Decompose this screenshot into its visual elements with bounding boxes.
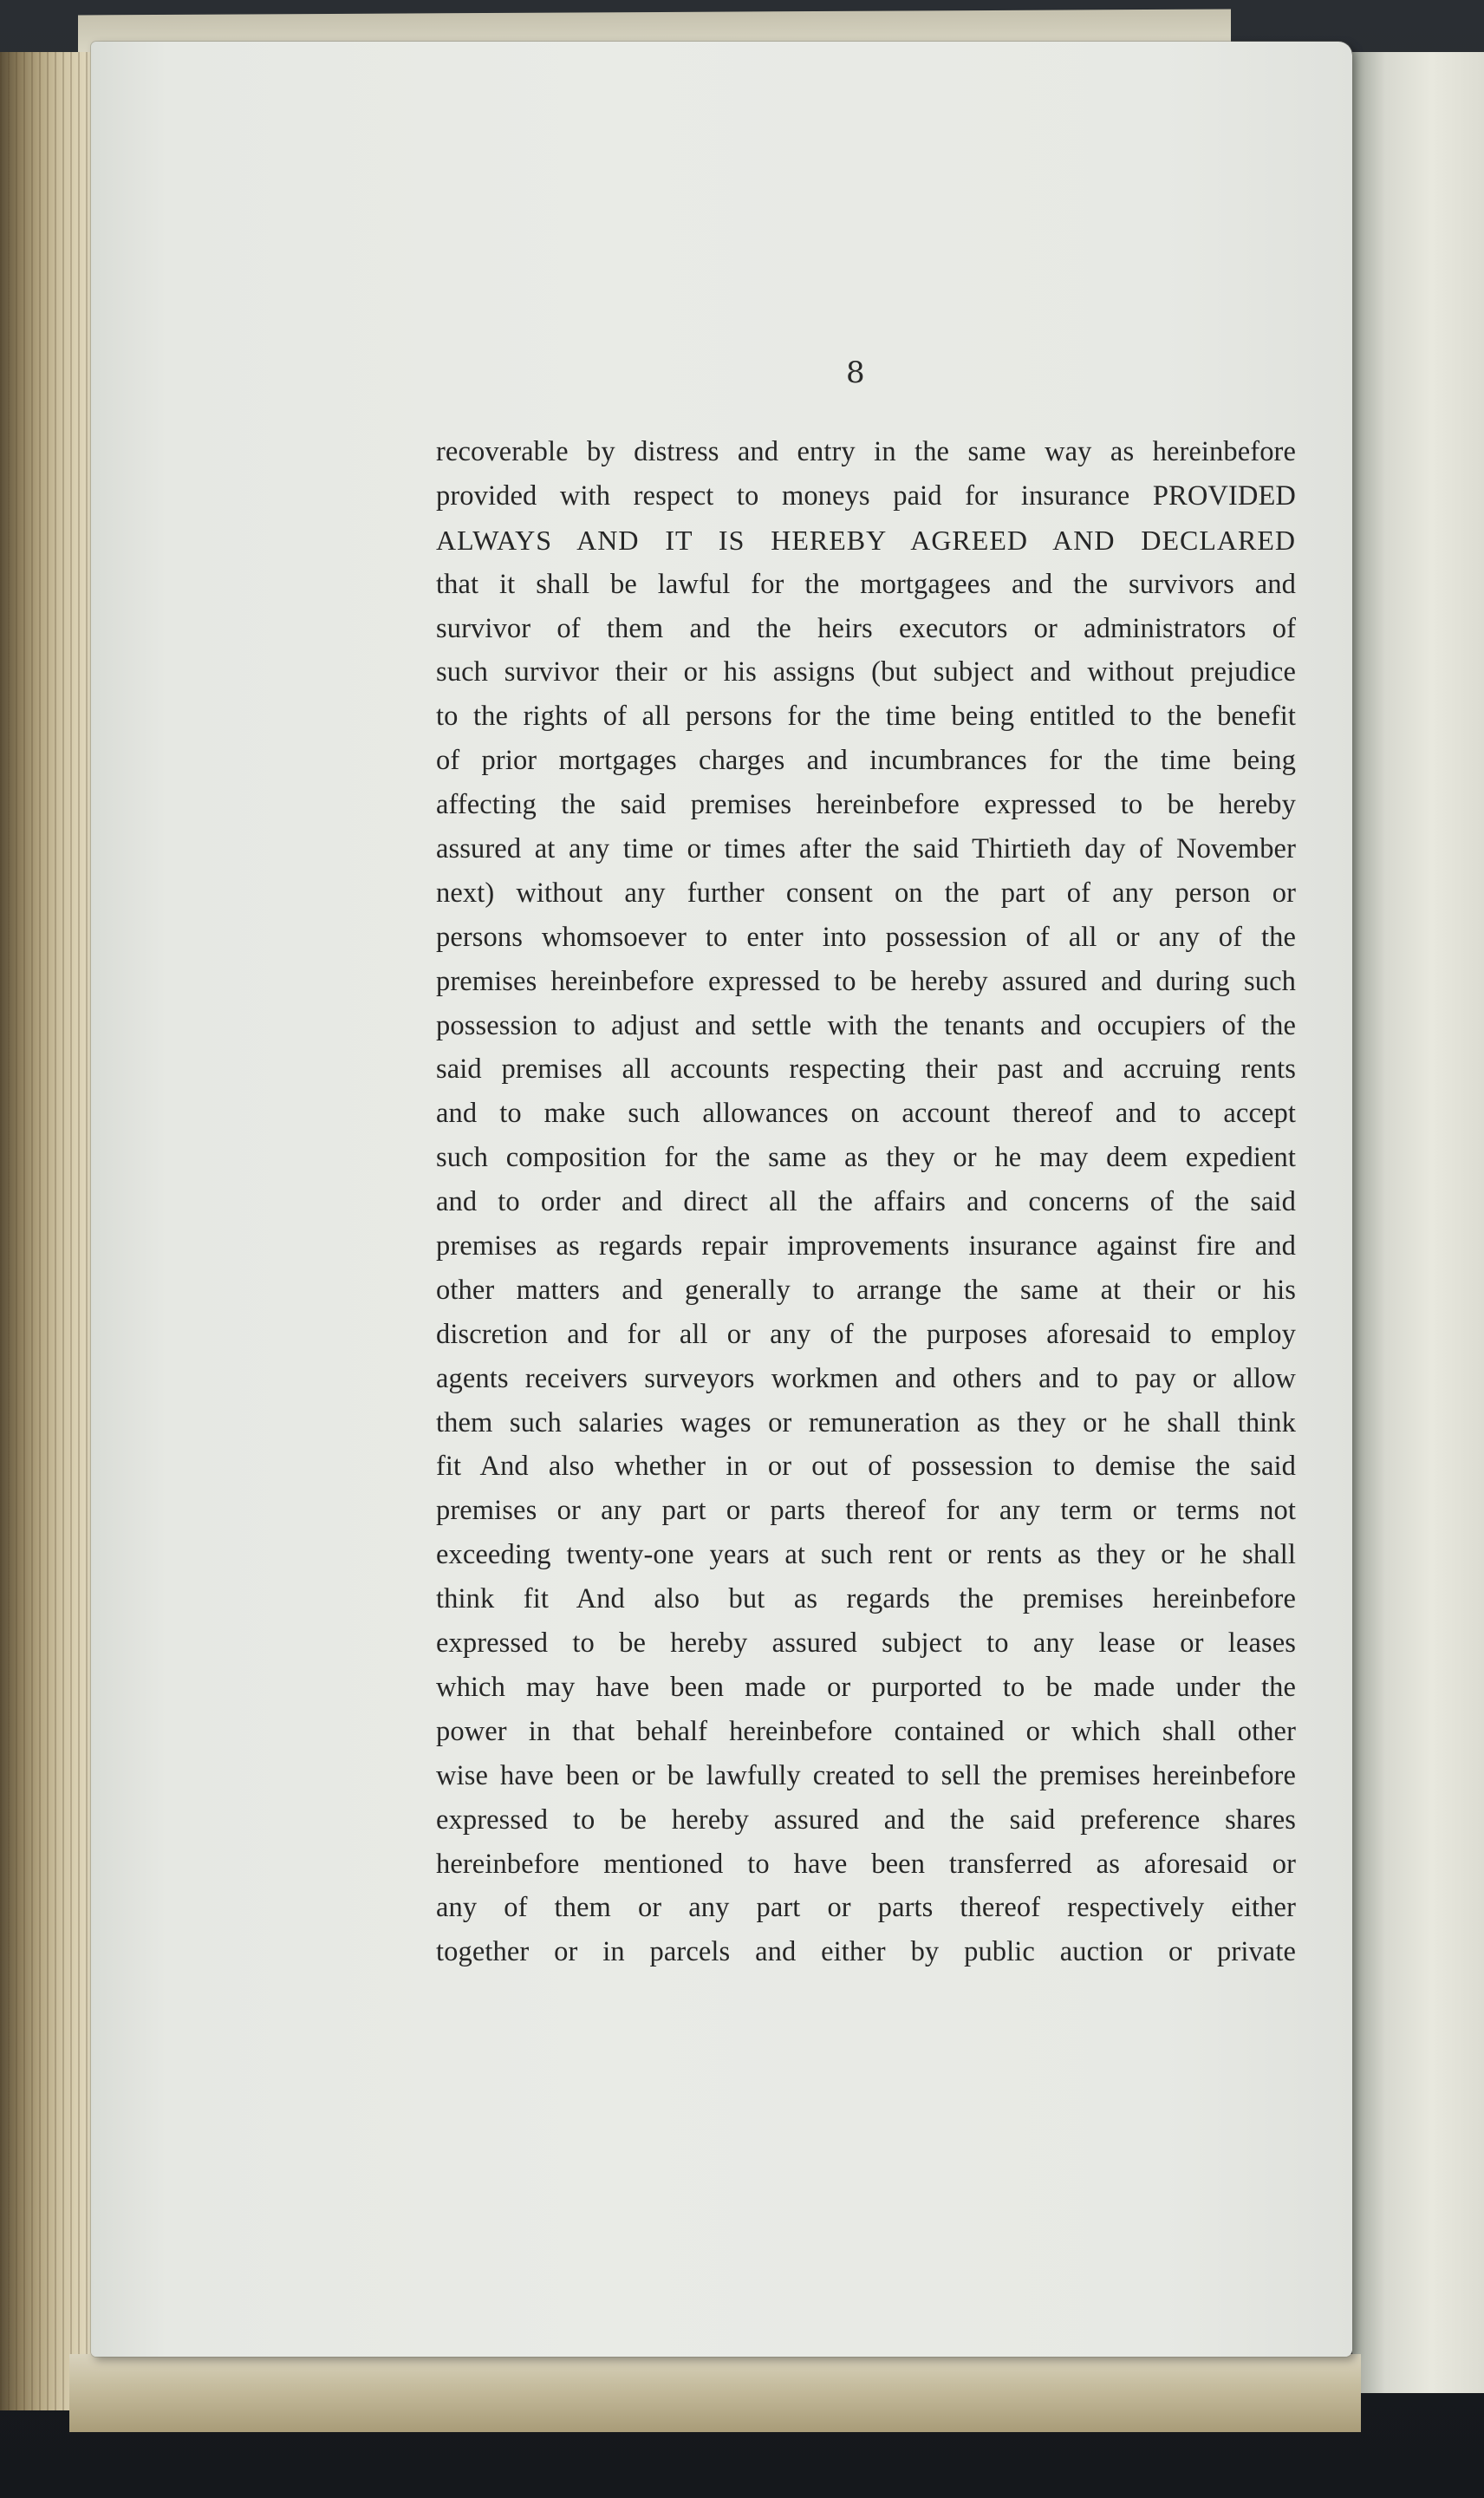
text-line: expressed to be hereby assured and the said preference shares bbox=[436, 1803, 1296, 1836]
text-line: hereinbefore mentioned to have been transferred as aforesaid or bbox=[436, 1848, 1296, 1880]
text-line: persons whomsoever to enter into possession of all or any of the bbox=[436, 921, 1296, 953]
text-line: wise have been or be lawfully created to sell the premises hereinbefore bbox=[436, 1759, 1296, 1791]
text-line: ALWAYS AND IT IS HEREBY AGREED AND DECLARED bbox=[436, 524, 1296, 556]
text-line: expressed to be hereby assured subject to any lease or leases bbox=[436, 1627, 1296, 1660]
text-line: exceeding twenty-one years at such rent or rents as they or he shall bbox=[436, 1539, 1296, 1571]
text-line: and to make such allowances on account thereof and to accept bbox=[436, 1098, 1296, 1130]
text-line: said premises all accounts respecting their past and accruing rents bbox=[436, 1053, 1296, 1086]
text-line: power in that behalf hereinbefore contained or which shall other bbox=[436, 1715, 1296, 1747]
text-line: to the rights of all persons for the time being entitled to the benefit bbox=[436, 701, 1296, 733]
text-line: survivor of them and the heirs executors or administrators of bbox=[436, 612, 1296, 644]
text-line: think fit And also but as regards the premises hereinbefore bbox=[436, 1583, 1296, 1615]
text-line: next) without any further consent on the part of any person or bbox=[436, 877, 1296, 909]
text-line: and to order and direct all the affairs and concerns of the said bbox=[436, 1186, 1296, 1218]
text-line: affecting the said premises hereinbefore expressed to be hereby bbox=[436, 789, 1296, 821]
text-line: such composition for the same as they or he may deem expedient bbox=[436, 1142, 1296, 1174]
text-line: discretion and for all or any of the purposes aforesaid to employ bbox=[436, 1318, 1296, 1350]
facing-page-edge bbox=[1352, 52, 1484, 2393]
page-number: 8 bbox=[846, 355, 865, 390]
body-text bbox=[436, 430, 1296, 1974]
text-line: premises or any part or parts thereof for any term or terms not bbox=[436, 1495, 1296, 1527]
text-line: premises as regards repair improvements insurance against fire and bbox=[436, 1230, 1296, 1262]
book-block-page-lines bbox=[0, 52, 104, 2410]
text-line: assured at any time or times after the said Thirtieth day of November bbox=[436, 833, 1296, 865]
text-line: of prior mortgages charges and incumbrances for the time being bbox=[436, 745, 1296, 777]
text-line: recoverable by distress and entry in the same way as hereinbefore bbox=[436, 436, 1296, 467]
text-line: together or in parcels and either by public auction or private bbox=[436, 1936, 1296, 1968]
text-line: them such salaries wages or remuneration as they or he shall think bbox=[436, 1406, 1296, 1438]
text-line: other matters and generally to arrange the same at their or his bbox=[436, 1274, 1296, 1306]
text-line: such survivor their or his assigns (but subject and without prejudice bbox=[436, 656, 1296, 688]
text-line: possession to adjust and settle with the tenants and occupiers of the bbox=[436, 1009, 1296, 1041]
text-line: any of them or any part or parts thereof respectively either bbox=[436, 1892, 1296, 1924]
book-block-bottom-edge bbox=[69, 2354, 1361, 2432]
text-line: premises hereinbefore expressed to be hereby assured and during such bbox=[436, 965, 1296, 997]
text-line: fit And also whether in or out of possession to demise the said bbox=[436, 1451, 1296, 1483]
text-line: that it shall be lawful for the mortgagees and the survivors and bbox=[436, 568, 1296, 600]
text-line: provided with respect to moneys paid for insurance PROVIDED bbox=[436, 479, 1296, 512]
text-line: agents receivers surveyors workmen and others and to pay or allow bbox=[436, 1362, 1296, 1394]
text-line: which may have been made or purported to be made under the bbox=[436, 1671, 1296, 1703]
